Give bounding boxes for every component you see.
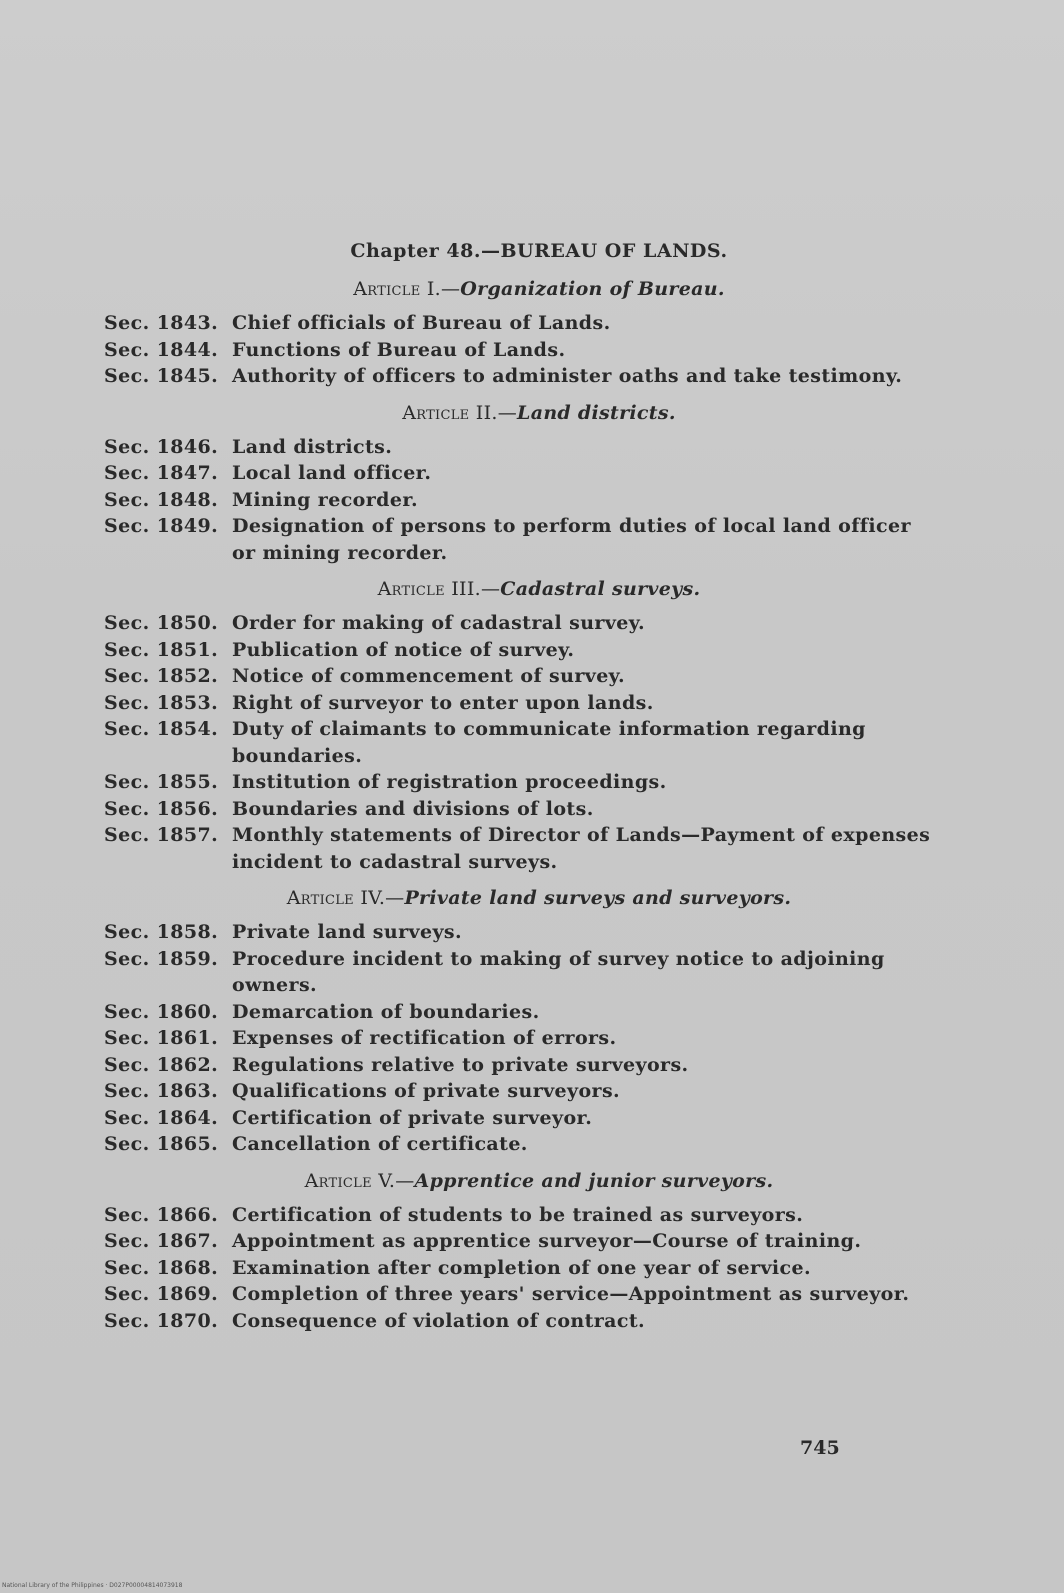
section-title: Certification of students to be trained as surveyors. (232, 1203, 804, 1226)
section-entry (104, 769, 934, 796)
article-heading (144, 578, 934, 600)
section-entry (104, 1025, 934, 1052)
section-title: Authority of officers to administer oaths and take testimony. (232, 365, 903, 387)
section-number: Sec. 1854. (104, 718, 219, 740)
section-number: Sec. 1855. (104, 771, 219, 793)
section-entry (104, 487, 934, 514)
section-number: Sec. 1865. (104, 1133, 219, 1155)
section-title: Boundaries and divisions of lots. (232, 797, 594, 820)
section-entry (104, 716, 934, 769)
article-heading (144, 278, 934, 300)
section-title: Completion of three years' service—Appointment as surveyor. (232, 1283, 910, 1305)
section-title: Land districts. (232, 435, 393, 458)
section-number: Sec. 1861. (104, 1027, 219, 1049)
chapter-contents (104, 240, 934, 1334)
section-number: Sec. 1867. (104, 1230, 219, 1252)
section-entry (104, 363, 934, 390)
section-number: Sec. 1870. (104, 1309, 219, 1332)
chapter-heading: Chapter 48.—BUREAU OF LANDS. (350, 240, 728, 262)
section-title: Duty of claimants to communicate information regarding boundaries. (232, 718, 866, 767)
article-title: Land districts. (517, 401, 676, 424)
section-title: Consequence of violation of contract. (232, 1309, 646, 1332)
section-title: Functions of Bureau of Lands. (232, 338, 566, 361)
section-title: Local land officer. (232, 462, 432, 484)
section-number: Sec. 1852. (104, 665, 219, 687)
section-title: Appointment as apprentice surveyor—Course of training. (232, 1230, 862, 1252)
section-title: Procedure incident to making of survey notice to adjoining owners. (232, 947, 885, 996)
section-number: Sec. 1853. (104, 691, 219, 714)
section-number: Sec. 1859. (104, 947, 219, 970)
section-number: Sec. 1862. (104, 1053, 219, 1076)
section-entry (104, 310, 934, 337)
footer-attribution: National Library of the Philippines · D027P00004814073918 (2, 1582, 183, 1589)
section-number: Sec. 1868. (104, 1256, 219, 1279)
section-entry (104, 1105, 934, 1132)
section-entry (104, 946, 934, 999)
section-entry (104, 1281, 934, 1308)
section-title: Chief officials of Bureau of Lands. (232, 312, 611, 334)
section-title: Regulations relative to private surveyors. (232, 1053, 689, 1076)
section-number: Sec. 1843. (104, 312, 219, 334)
section-entry (104, 1078, 934, 1105)
article-title: Private land surveys and surveyors. (404, 887, 792, 909)
article-heading (144, 1170, 934, 1192)
page-number: 745 (800, 1437, 840, 1459)
article-label: Article V.— (304, 1169, 415, 1192)
section-entry (104, 610, 934, 637)
section-number: Sec. 1869. (104, 1283, 219, 1305)
section-number: Sec. 1866. (104, 1203, 219, 1226)
article-label: Article IV.— (286, 887, 405, 909)
section-title: Notice of commencement of survey. (232, 665, 625, 687)
section-number: Sec. 1849. (104, 515, 219, 537)
article-heading (144, 887, 934, 909)
section-title: Institution of registration proceedings. (232, 771, 667, 793)
section-number: Sec. 1864. (104, 1106, 219, 1129)
article-label: Article II.— (402, 401, 518, 424)
section-entry (104, 1052, 934, 1079)
section-entry (104, 796, 934, 823)
article-title: Organization of Bureau. (460, 278, 725, 300)
section-title: Demarcation of boundaries. (232, 1000, 540, 1023)
section-number: Sec. 1858. (104, 921, 219, 943)
section-entry (104, 337, 934, 364)
section-entry (104, 1308, 934, 1335)
section-entry (104, 822, 934, 875)
section-title: Qualifications of private surveyors. (232, 1080, 621, 1102)
section-number: Sec. 1845. (104, 365, 219, 387)
section-title: Mining recorder. (232, 488, 418, 511)
section-title: Publication of notice of survey. (232, 638, 575, 661)
article-label: Article III.— (377, 578, 501, 600)
articles-list (104, 278, 934, 1334)
section-title: Certification of private surveyor. (232, 1106, 593, 1129)
section-entry (104, 1131, 934, 1158)
section-title: Cancellation of certificate. (232, 1133, 528, 1155)
section-number: Sec. 1844. (104, 338, 219, 361)
section-number: Sec. 1848. (104, 488, 219, 511)
section-number: Sec. 1857. (104, 824, 219, 846)
article-title: Apprentice and junior surveyors. (414, 1169, 774, 1192)
section-number: Sec. 1847. (104, 462, 219, 484)
section-number: Sec. 1856. (104, 797, 219, 820)
section-number: Sec. 1846. (104, 435, 219, 458)
article-label: Article I.— (353, 278, 461, 300)
section-entry (104, 690, 934, 717)
section-number: Sec. 1851. (104, 638, 219, 661)
section-entry (104, 663, 934, 690)
section-entry (104, 1228, 934, 1255)
article-title: Cadastral surveys. (500, 578, 701, 600)
section-title: Private land surveys. (232, 921, 462, 943)
section-title: Examination after completion of one year of service. (232, 1256, 811, 1279)
section-entry (104, 460, 934, 487)
article-heading (144, 402, 934, 424)
section-entry (104, 513, 934, 566)
section-number: Sec. 1850. (104, 612, 219, 634)
section-entry (104, 919, 934, 946)
section-entry (104, 637, 934, 664)
section-title: Expenses of rectification of errors. (232, 1027, 617, 1049)
section-title: Monthly statements of Director of Lands—Payment of expenses incident to cadastral surveys. (232, 824, 931, 873)
section-title: Designation of persons to perform duties of local land officer or mining recorder. (232, 515, 911, 564)
section-title: Right of surveyor to enter upon lands. (232, 691, 654, 714)
section-number: Sec. 1860. (104, 1000, 219, 1023)
section-title: Order for making of cadastral survey. (232, 612, 646, 634)
section-entry (104, 1255, 934, 1282)
section-entry (104, 999, 934, 1026)
section-entry (104, 434, 934, 461)
section-entry (104, 1202, 934, 1229)
section-number: Sec. 1863. (104, 1080, 219, 1102)
